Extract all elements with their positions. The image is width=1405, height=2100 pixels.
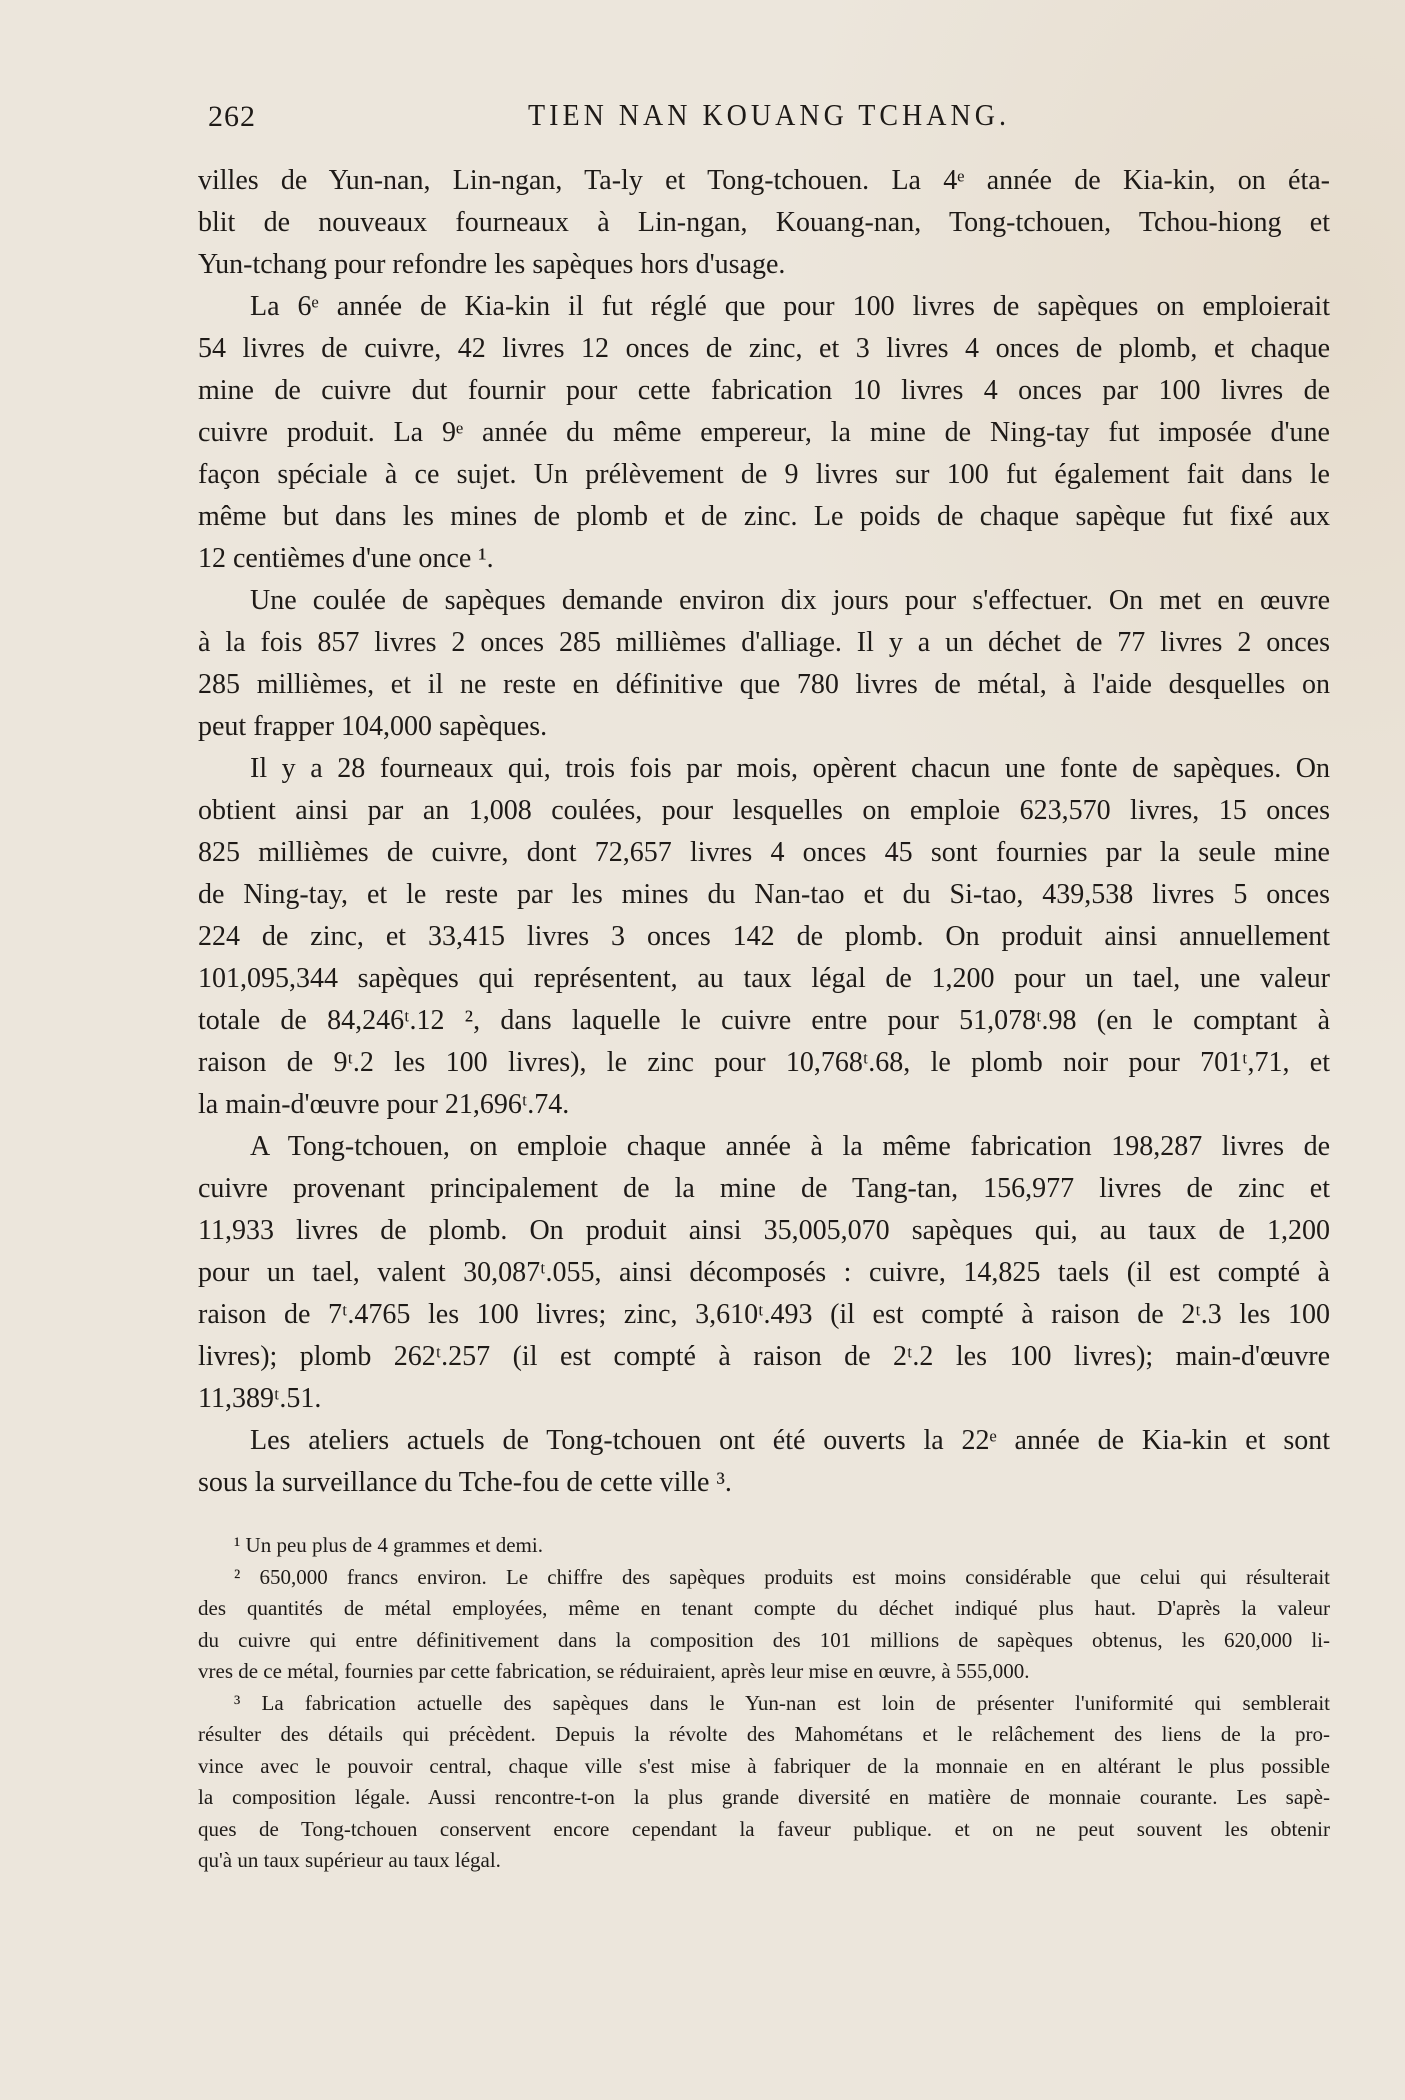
- footnote-line: ¹ Un peu plus de 4 grammes et demi.: [234, 1533, 543, 1557]
- paragraph: [198, 748, 1330, 1126]
- text-line: cuivre produit. La 9ᵉ année du même empereur, la mine de Ning-tay fut imposée d'une: [198, 417, 1330, 448]
- text-line: 11,933 livres de plomb. On produit ainsi 35,005,070 sapèques qui, au taux de 1,200: [198, 1215, 1330, 1246]
- text-line: villes de Yun-nan, Lin-ngan, Ta-ly et Tong-tchouen. La 4ᵉ année de Kia-kin, on éta-: [198, 165, 1330, 196]
- text-line: mine de cuivre dut fournir pour cette fabrication 10 livres 4 onces par 100 livres de: [198, 375, 1330, 406]
- paragraph: [198, 1420, 1330, 1504]
- paragraph: [198, 160, 1330, 286]
- running-title: TIEN NAN KOUANG TCHANG.: [528, 98, 1010, 133]
- text-line: 285 millièmes, et il ne reste en définitive que 780 livres de métal, à l'aide desquelles on: [198, 669, 1330, 700]
- text-line: la main-d'œuvre pour 21,696ᵗ.74.: [198, 1089, 570, 1120]
- footnote-line: ques de Tong-tchouen conservent encore cependant la faveur publique. et on ne peut souvent les obtenir: [198, 1816, 1330, 1841]
- footnote-line: des quantités de métal employées, même en tenant compte du déchet indiqué plus haut. D'après la valeur: [198, 1596, 1330, 1620]
- text-line: à la fois 857 livres 2 onces 285 millièmes d'alliage. Il y a un déchet de 77 livres 2 onces: [198, 627, 1330, 658]
- footnotes: [198, 1530, 1330, 1877]
- text-line: livres); plomb 262ᵗ.257 (il est compté à raison de 2ᵗ.2 les 100 livres); main-d'œuvre: [198, 1341, 1330, 1372]
- text-line: cuivre provenant principalement de la mine de Tang-tan, 156,977 livres de zinc et: [198, 1173, 1330, 1204]
- footnote-2: [198, 1562, 1330, 1688]
- text-line: raison de 9ᵗ.2 les 100 livres), le zinc pour 10,768ᵗ.68, le plomb noir pour 701ᵗ,71, et: [198, 1047, 1330, 1078]
- page-header: [208, 100, 1330, 140]
- text-line: blit de nouveaux fourneaux à Lin-ngan, Kouang-nan, Tong-tchouen, Tchou-hiong et: [198, 207, 1330, 238]
- text-line: Une coulée de sapèques demande environ dix jours pour s'effectuer. On met en œuvre: [250, 585, 1330, 616]
- footnote-line: vres de ce métal, fournies par cette fabrication, se réduiraient, après leur mise en œuvre, à 555,000.: [198, 1659, 1030, 1683]
- text-line: 101,095,344 sapèques qui représentent, au taux légal de 1,200 pour un tael, une valeur: [198, 963, 1330, 994]
- text-line: raison de 7ᵗ.4765 les 100 livres; zinc, 3,610ᵗ.493 (il est compté à raison de 2ᵗ.3 les 100: [198, 1299, 1330, 1330]
- text-line: pour un tael, valent 30,087ᵗ.055, ainsi décomposés : cuivre, 14,825 taels (il est compté à: [198, 1257, 1330, 1288]
- text-line: totale de 84,246ᵗ.12 ², dans laquelle le cuivre entre pour 51,078ᵗ.98 (en le comptant à: [198, 1005, 1330, 1036]
- paragraph: [198, 1126, 1330, 1420]
- text-line: La 6ᵉ année de Kia-kin il fut réglé que pour 100 livres de sapèques on emploierait: [250, 291, 1330, 322]
- text-line: peut frapper 104,000 sapèques.: [198, 711, 548, 742]
- footnote-line: ² 650,000 francs environ. Le chiffre des sapèques produits est moins considérable que celui qui résulterait: [234, 1564, 1330, 1589]
- text-line: sous la surveillance du Tche-fou de cette ville ³.: [198, 1467, 732, 1498]
- footnote-line: résulter des détails qui précèdent. Depuis la révolte des Mahométans et le relâchement des liens de la pro-: [198, 1722, 1330, 1746]
- text-line: obtient ainsi par an 1,008 coulées, pour lesquelles on emploie 623,570 livres, 15 onces: [198, 795, 1330, 826]
- main-text: [198, 160, 1330, 1504]
- footnote-line: qu'à un taux supérieur au taux légal.: [198, 1848, 501, 1872]
- text-line: Il y a 28 fourneaux qui, trois fois par mois, opèrent chacun une fonte de sapèques. On: [250, 753, 1330, 784]
- text-line: 11,389ᵗ.51.: [198, 1383, 322, 1414]
- text-line: 825 millièmes de cuivre, dont 72,657 livres 4 onces 45 sont fournies par la seule mine: [198, 837, 1330, 868]
- footnote-line: ³ La fabrication actuelle des sapèques dans le Yun-nan est loin de présenter l'uniformité qui semblerait: [234, 1690, 1330, 1715]
- text-line: même but dans les mines de plomb et de zinc. Le poids de chaque sapèque fut fixé aux: [198, 501, 1330, 532]
- text-line: façon spéciale à ce sujet. Un prélèvement de 9 livres sur 100 fut également fait dans le: [198, 459, 1330, 490]
- text-line: Yun-tchang pour refondre les sapèques hors d'usage.: [198, 249, 786, 280]
- paragraph: [198, 286, 1330, 580]
- footnote-line: vince avec le pouvoir central, chaque ville s'est mise à fabriquer de la monnaie en en altérant le plus possible: [198, 1753, 1330, 1778]
- text-line: 54 livres de cuivre, 42 livres 12 onces de zinc, et 3 livres 4 onces de plomb, et chaque: [198, 333, 1330, 364]
- text-line: A Tong-tchouen, on emploie chaque année à la même fabrication 198,287 livres de: [250, 1131, 1330, 1162]
- text-line: Les ateliers actuels de Tong-tchouen ont été ouverts la 22ᵉ année de Kia-kin et sont: [250, 1425, 1330, 1456]
- text-line: de Ning-tay, et le reste par les mines du Nan-tao et du Si-tao, 439,538 livres 5 onces: [198, 879, 1330, 910]
- text-line: 224 de zinc, et 33,415 livres 3 onces 142 de plomb. On produit ainsi annuellement: [198, 921, 1330, 952]
- page-number: 262: [208, 100, 256, 133]
- footnote-line: du cuivre qui entre définitivement dans la composition des 101 millions de sapèques obtenus, les 620,000 li-: [198, 1627, 1330, 1652]
- footnote-line: la composition légale. Aussi rencontre-t-on la plus grande diversité en matière de monnaie courante. Les sapè-: [198, 1785, 1330, 1809]
- footnote-3: [198, 1688, 1330, 1877]
- paragraph: [198, 580, 1330, 748]
- footnote-1: [198, 1530, 1330, 1562]
- text-line: 12 centièmes d'une once ¹.: [198, 543, 494, 574]
